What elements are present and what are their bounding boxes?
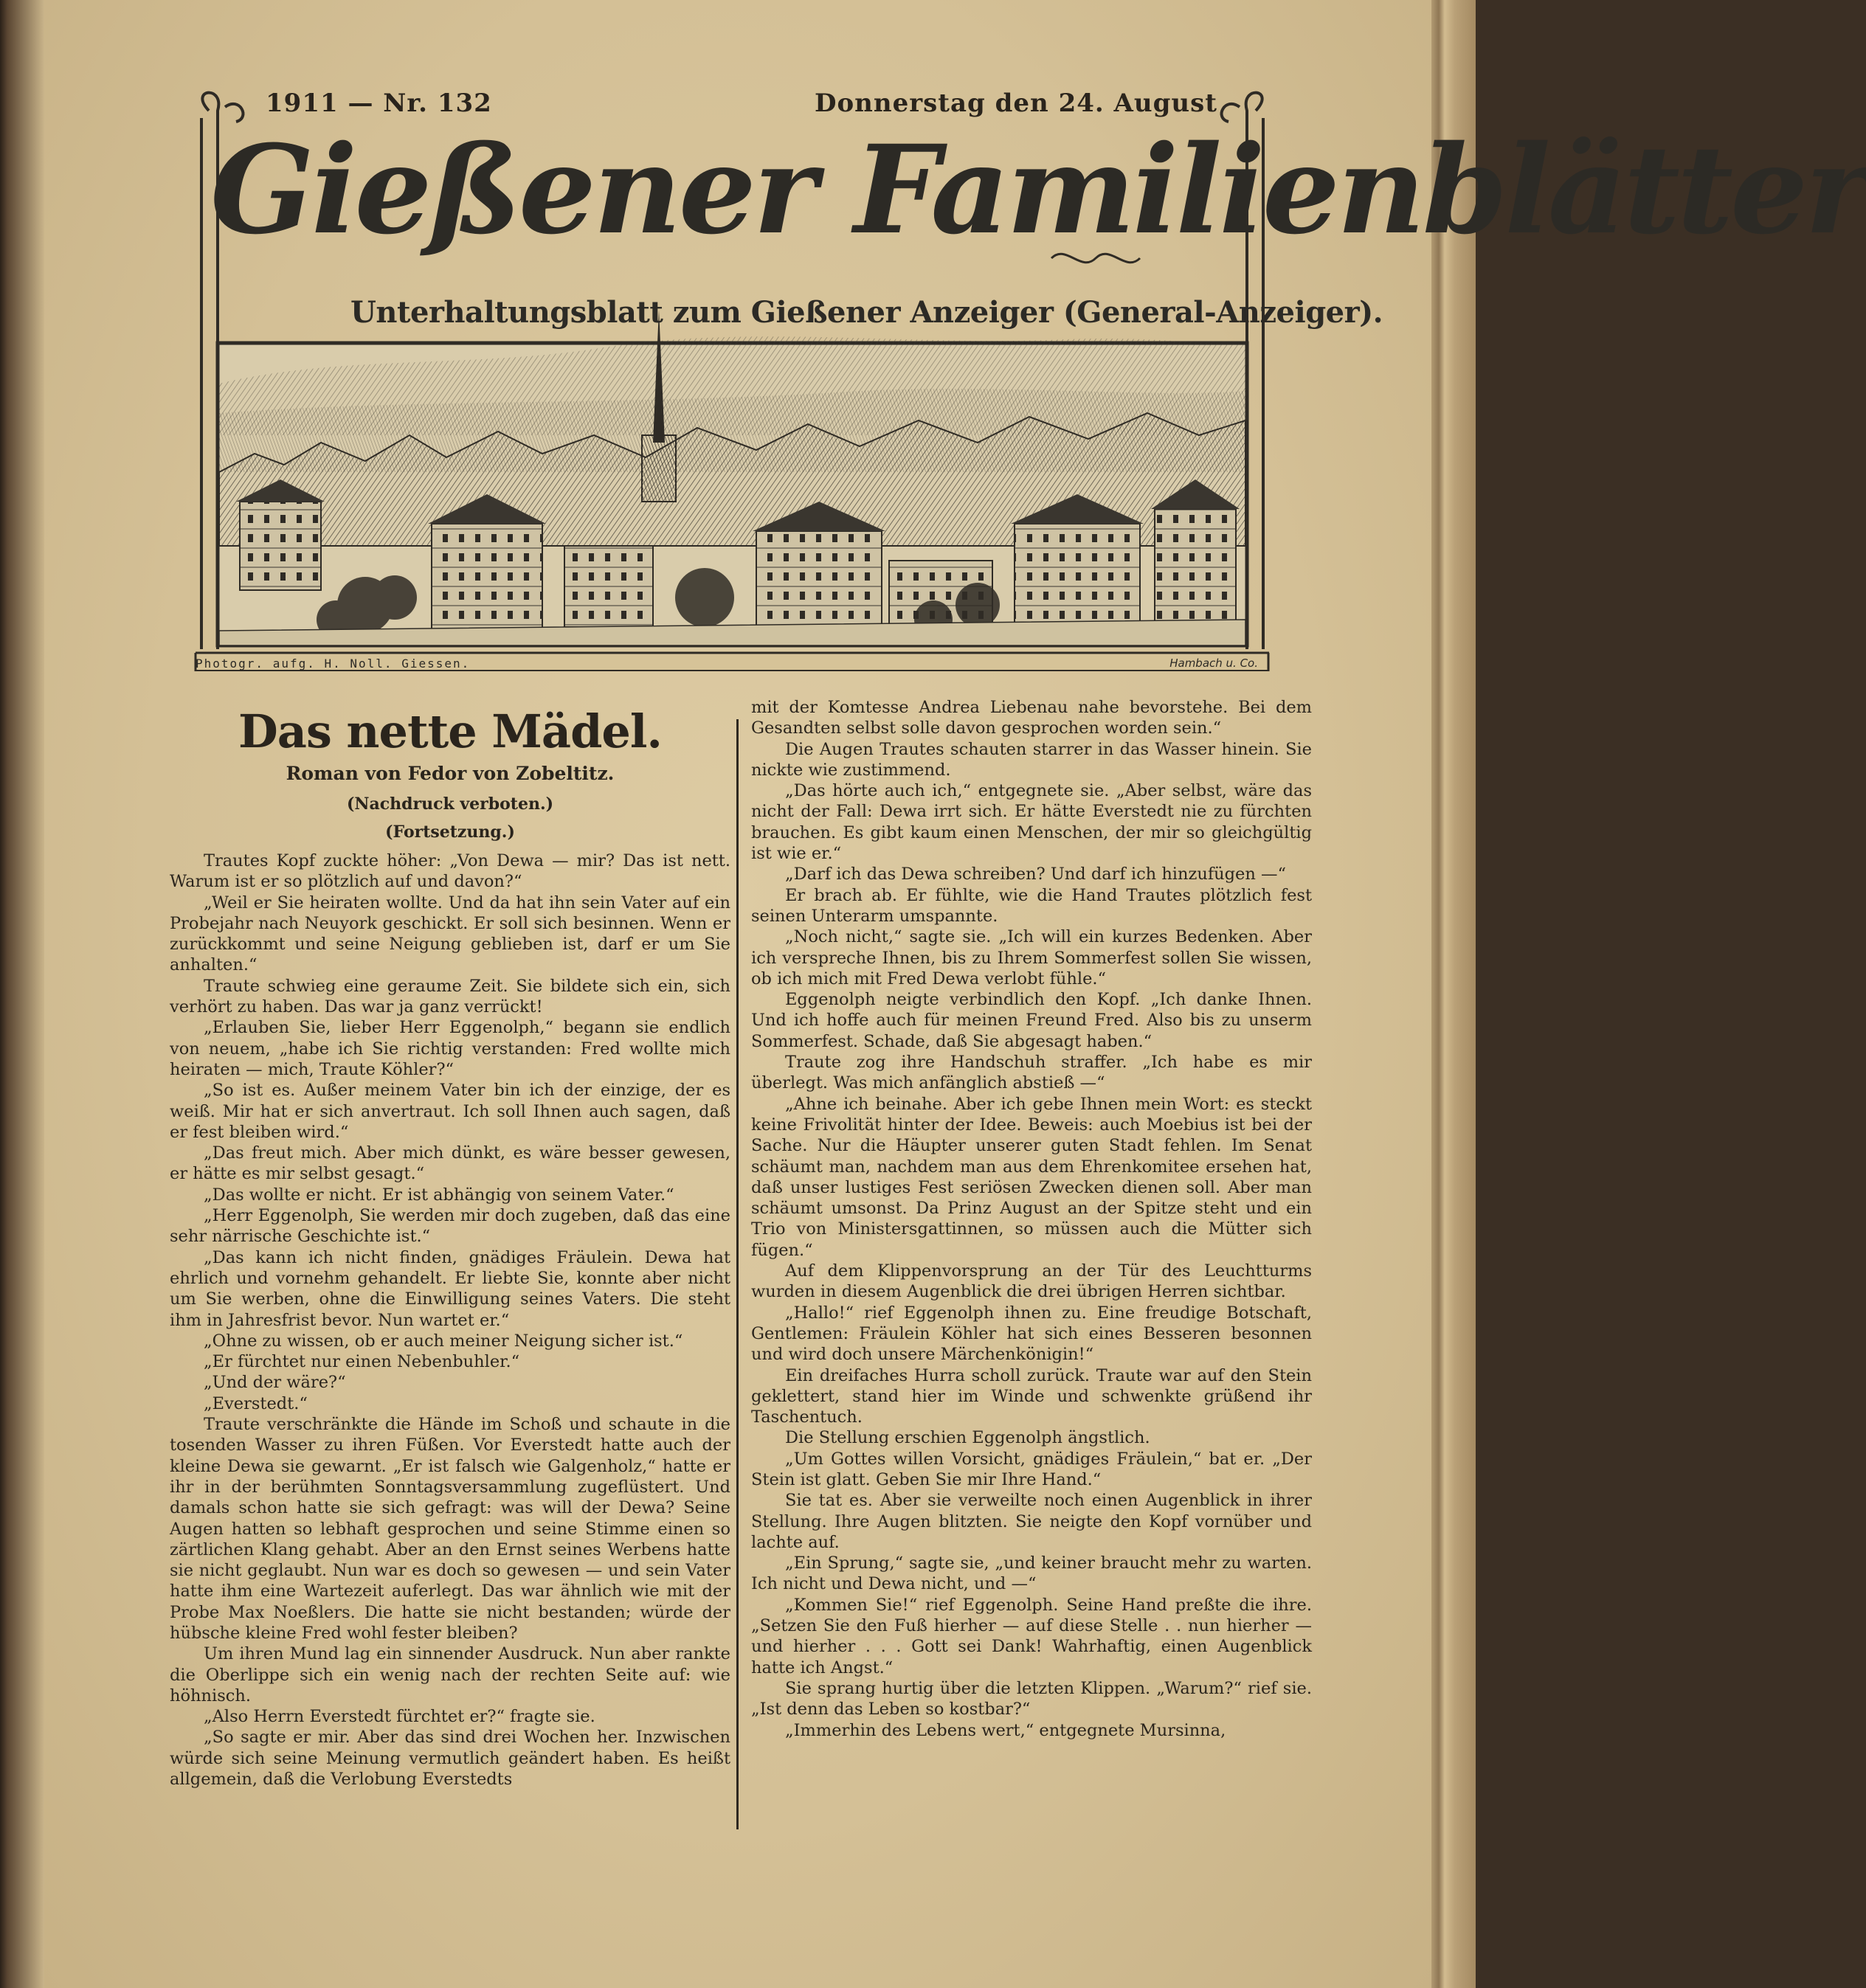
paragraph: Trautes Kopf zuckte höher: „Von Dewa — mir? Das ist nett. Warum ist er so plötzlich auf und davon?“ (170, 851, 730, 892)
paragraph: „Darf ich das Dewa schreiben? Und darf ich hinzufügen —“ (785, 865, 1287, 884)
paragraph: „Weil er Sie heiraten wollte. Und da hat ihn sein Vater auf ein Probejahr nach Neuyork geschickt. Er soll sich besinnen. Wenn er zurückkommt und seine Neigung geblieben ist, darf er um Sie anhalten.“ (170, 893, 730, 975)
right-column-body (751, 697, 1312, 1741)
engraver-credit: Hambach u. Co. (1169, 657, 1258, 670)
newspaper-title: Gießener Familienblätter (210, 118, 1866, 261)
left-column (170, 704, 730, 1790)
reprint-notice: (Nachdruck verboten.) (346, 794, 554, 814)
paragraph: „Er fürchtet nur einen Nebenbuhler.“ (204, 1352, 520, 1372)
paragraph: „Hallo!“ rief Eggenolph ihnen zu. Eine freudige Botschaft, Gentlemen: Fräulein Köhler hat sich eines Besseren besonnen und wird doch unsere Märchenkönigin!“ (751, 1303, 1312, 1365)
paragraph: „Um Gottes willen Vorsicht, gnädiges Fräulein,“ bat er. „Der Stein ist glatt. Geben Sie mir Ihre Hand.“ (751, 1449, 1312, 1489)
paragraph: Die Augen Trautes schauten starrer in das Wasser hinein. Sie nickte wie zustimmend. (751, 739, 1312, 780)
paragraph: „Everstedt.“ (204, 1393, 308, 1413)
paragraph: „Das hörte auch ich,“ entgegnete sie. „Aber selbst, wäre das nicht der Fall: Dewa irrt sich. Er hätte Everstedt nie zu fürchten brauchen. Es gibt kaum einen Menschen, der mir so gleichgültig ist wie er.“ (751, 781, 1312, 864)
column-rule (736, 719, 739, 1829)
right-column (751, 697, 1312, 1741)
story-byline: Roman von Fedor von Zobeltitz. (286, 763, 615, 784)
paragraph: „So sagte er mir. Aber das sind drei Wochen her. Inzwischen würde sich seine Meinung vermutlich geändert haben. Es heißt allgemein, daß die Verlobung Everstedts (170, 1728, 730, 1790)
issue-number: 1911 — Nr. 132 (266, 89, 492, 118)
paragraph: „Noch nicht,“ sagte sie. „Ich will ein kurzes Bedenken. Aber ich verspreche Ihnen, bis zu Ihrem Sommerfest sollen Sie wissen, ob ich mich mit Fred Dewa verlobt fühle.“ (751, 927, 1312, 988)
paragraph: Er brach ab. Er fühlte, wie die Hand Trautes plötzlich fest seinen Unterarm umspannte. (751, 885, 1312, 926)
city-view-illustration (218, 310, 1247, 645)
paragraph: „Erlauben Sie, lieber Herr Eggenolph,“ begann sie endlich von neuem, „habe ich Sie richtig verstanden: Fred wollte mich heiraten — mich, Traute Köhler?“ (170, 1018, 730, 1079)
paragraph: Traute zog ihre Handschuh straffer. „Ich habe es mir überlegt. Was mich anfänglich abstieß —“ (751, 1053, 1312, 1093)
paragraph: „Das kann ich nicht finden, gnädiges Fräulein. Dewa hat ehrlich und vornehm gehandelt. Er liebte Sie, konnte aber nicht um Sie werben, ohne die Einwilligung seines Vaters. Die steht ihm in Jahresfrist bevor. Nun wartet er.“ (170, 1247, 730, 1330)
paragraph: Sie tat es. Aber sie verweilte noch einen Augenblick in ihrer Stellung. Ihre Augen blitzten. Sie neigte den Kopf vornüber und lachte auf. (751, 1491, 1312, 1552)
paragraph: „Immerhin des Lebens wert,“ entgegnete Mursinna, (785, 1720, 1226, 1740)
paragraph: „Kommen Sie!“ rief Eggenolph. Seine Hand preßte die ihre. „Setzen Sie den Fuß hierher — auf diese Stelle . . nun hierher — und hierher . . . Gott sei Dank! Wahrhaftig, einen Augenblick hatte ich Angst.“ (751, 1595, 1312, 1677)
paragraph: Die Stellung erschien Eggenolph ängstlich. (785, 1428, 1150, 1448)
issue-date: Donnerstag den 24. August (814, 89, 1217, 118)
paragraph: „Ein Sprung,“ sagte sie, „und keiner braucht mehr zu warten. Ich nicht und Dewa nicht, und —“ (751, 1554, 1312, 1594)
paragraph: „Das freut mich. Aber mich dünkt, es wäre besser gewesen, er hätte es mir selbst gesagt.“ (170, 1143, 730, 1184)
paragraph: mit der Komtesse Andrea Liebenau nahe bevorstehe. Bei dem Gesandten selbst solle davon gesprochen worden sein.“ (751, 698, 1312, 738)
paragraph: „Und der wäre?“ (204, 1373, 346, 1393)
paragraph: Traute schwieg eine geraume Zeit. Sie bildete sich ein, sich verhört zu haben. Das war ja ganz verrückt! (170, 976, 730, 1017)
story-title: Das nette Mädel. (238, 704, 662, 758)
paragraph: Eggenolph neigte verbindlich den Kopf. „Ich danke Ihnen. Und ich hoffe auch für meinen Freund Fred. Also bis zu unserm Sommerfest. Schade, daß Sie abgesagt haben.“ (751, 990, 1312, 1051)
paragraph: Ein dreifaches Hurra scholl zurück. Traute war auf den Stein geklettert, stand hier im Winde und schwenkte grüßend ihr Taschentuch. (751, 1365, 1312, 1427)
photo-credit: Photogr. aufg. H. Noll. Giessen. (196, 657, 471, 671)
masthead (196, 89, 1866, 671)
paragraph: „So ist es. Außer meinem Vater bin ich der einzige, der es weiß. Mir hat er sich anvertraut. Ich soll Ihnen auch sagen, daß er fest bleiben wird.“ (170, 1081, 730, 1142)
paragraph: „Das wollte er nicht. Er ist abhängig von seinem Vater.“ (204, 1185, 674, 1205)
paragraph: „Herr Eggenolph, Sie werden mir doch zugeben, daß das eine sehr närrische Geschichte ist.“ (170, 1206, 730, 1247)
continued-notice: (Fortsetzung.) (385, 822, 515, 842)
paragraph: „Also Herrn Everstedt fürchtet er?“ fragte sie. (204, 1707, 595, 1727)
paragraph: „Ahne ich beinahe. Aber ich gebe Ihnen mein Wort: es steckt keine Frivolität hinter der Idee. Beweis: auch Moebius ist bei der Sache. Nur die Häupter unserer guten Stadt fehlen. Im Senat schäumt man, nachdem man aus dem Ehrenkomitee ersehen hat, daß unser lustiges Fest seriösen Zwecken dienen soll. Aber man schäumt umsonst. Da Prinz August an der Spitze steht und ein Trio von Ministersgattinnen, so müssen auch die Mütter sich fügen.“ (751, 1094, 1312, 1260)
paragraph: Um ihren Mund lag ein sinnender Ausdruck. Nun aber rankte die Oberlippe sich ein wenig nach der rechten Seite auf: wie höhnisch. (170, 1644, 730, 1705)
left-column-body (170, 851, 730, 1790)
newspaper-subtitle: Unterhaltungsblatt zum Gießener Anzeiger (General-Anzeiger). (350, 295, 1383, 330)
paragraph: Traute verschränkte die Hände im Schoß und schaute in die tosenden Wasser zu ihren Füßen. Vor Everstedt hatte auch der kleine Dewa sie gewarnt. „Er ist falsch wie Galgenholz,“ hatte er ihr in der berühmten Sonntagsversammlung zugeflüstert. Und damals schon hatte sie sich gefragt: was will der Dewa? Seine Augen hatten so lebhaft gesprochen und seine Stimme einen so zärtlichen Klang gehabt. Aber an den Ernst seines Werbens hatte sie nicht geglaubt. Nun war es doch so gewesen — und sein Vater hatte ihm eine Wartezeit auferlegt. Das war ähnlich wie mit der Probe Max Noeßlers. Die hatte sie nicht bestanden; würde der hübsche kleine Fred wohl fester bleiben? (170, 1415, 730, 1643)
paragraph: Auf dem Klippenvorsprung an der Tür des Leuchtturms wurden in diesem Augenblick die drei übrigen Herren sichtbar. (751, 1261, 1312, 1302)
paragraph: „Ohne zu wissen, ob er auch meiner Neigung sicher ist.“ (204, 1331, 683, 1351)
paragraph: Sie sprang hurtig über die letzten Klippen. „Warum?“ rief sie. „Ist denn das Leben so kostbar?“ (751, 1678, 1312, 1719)
